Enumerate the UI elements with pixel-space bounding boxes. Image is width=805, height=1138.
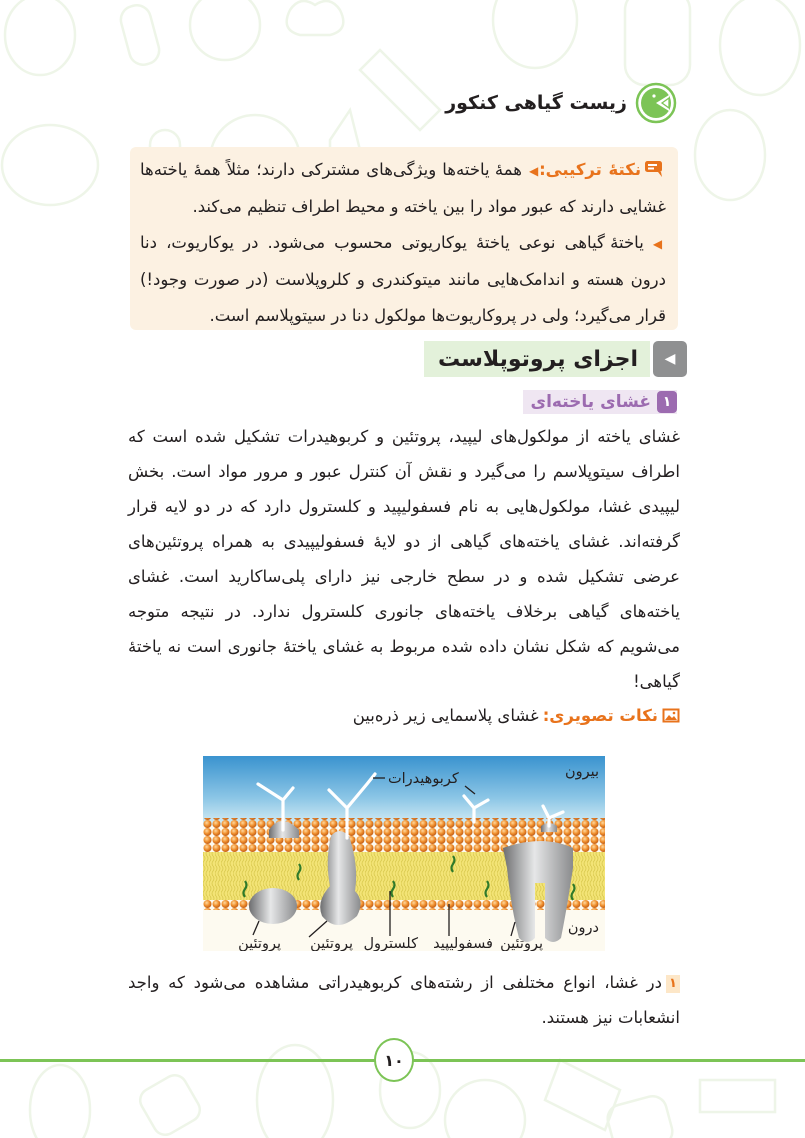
label-protein-2: پروتئین <box>310 936 353 951</box>
pacman-logo-icon <box>635 82 677 124</box>
label-cholesterol: کلسترول <box>363 936 418 951</box>
tip-label: نکتهٔ ترکیبی: <box>539 160 642 179</box>
label-outside: بیرون <box>564 764 599 780</box>
image-icon <box>662 708 680 723</box>
label-protein-1: پروتئین <box>238 936 281 951</box>
book-title: زیست گیاهی کنکور <box>445 92 627 114</box>
subsection-heading <box>523 390 677 414</box>
tip-paragraph-1 <box>140 152 666 225</box>
tip-paragraph-2 <box>140 225 666 334</box>
figure-note <box>353 706 680 725</box>
page-number: ۱۰ <box>374 1038 414 1082</box>
book-header <box>445 80 677 126</box>
subsection-title: غشای یاخته‌ای <box>530 392 651 412</box>
plasma-membrane-illustration <box>203 756 605 951</box>
triangle-left-icon: ◀ <box>653 341 687 377</box>
label-protein-3: پروتئین <box>500 936 543 951</box>
section-title: اجزای پروتوپلاست <box>424 341 650 377</box>
bullet-triangle-icon: ◀ <box>528 164 540 178</box>
speech-bubble-icon <box>644 160 666 178</box>
tip-text-2: یاختهٔ گیاهی نوعی یاختهٔ یوکاریوتی محسوب می‌شود. در یوکاریوت، دنا درون هسته و اندامک‌هایی مانند میتوکندری و کلروپلاست (در صورت وجود!) قرار می‌گیرد؛ ولی در پروکاریوت‌ها مولکول دنا در سیتوپلاسم است. <box>140 233 666 325</box>
body-paragraph: غشای یاخته از مولکول‌های لیپید، پروتئین و کربوهیدرات تشکیل شده است که اطراف سیتوپلاسم را می‌گیرد و نقش آن کنترل عبور و مرور مواد است. بخش لیپیدی غشا، مولکول‌هایی به نام فسفولیپید و کلسترول دارد که در دو لایه قرار گرفته‌اند. غشای یاخته‌های گیاهی از دو لایهٔ فسفولیپیدی به همراه پروتئین‌های عرضی تشکیل شده و در سطح خارجی نیز دارای پلی‌ساکارید است. غشای یاخته‌های گیاهی برخلاف یاخته‌های جانوری کلسترول ندارد. در نتیجه متوجه می‌شویم که شکل نشان داده شده مربوط به غشای یاختهٔ جانوری است نه یاختهٔ گیاهی! <box>128 427 680 691</box>
bullet-triangle-icon: ◀ <box>652 237 667 251</box>
figure-note-text: غشای پلاسمایی زیر ذره‌بین <box>352 706 539 725</box>
label-phospholipid: فسفولیپید <box>433 936 493 951</box>
footnote-text: در غشا، انواع مختلفی از رشته‌های کربوهیدراتی مشاهده می‌شود که واجد انشعابات نیز هستند. <box>128 973 680 1027</box>
combined-tip-box <box>130 147 678 330</box>
label-carbohydrate: کربوهیدرات <box>388 771 459 787</box>
subsection-number: ۱ <box>657 391 677 413</box>
section-heading <box>424 341 687 377</box>
tip-text-1: همهٔ یاخته‌ها ویژگی‌های مشترکی دارند؛ مثلاً همهٔ یاخته‌ها غشایی دارند که عبور مواد را بین یاخته و محیط اطراف تنظیم می‌کند. <box>140 160 666 216</box>
footnote <box>128 965 680 1035</box>
label-inside: درون <box>567 920 599 936</box>
figure-note-label: نکات تصویری: <box>542 706 658 725</box>
footnote-number: ۱ <box>666 975 680 993</box>
